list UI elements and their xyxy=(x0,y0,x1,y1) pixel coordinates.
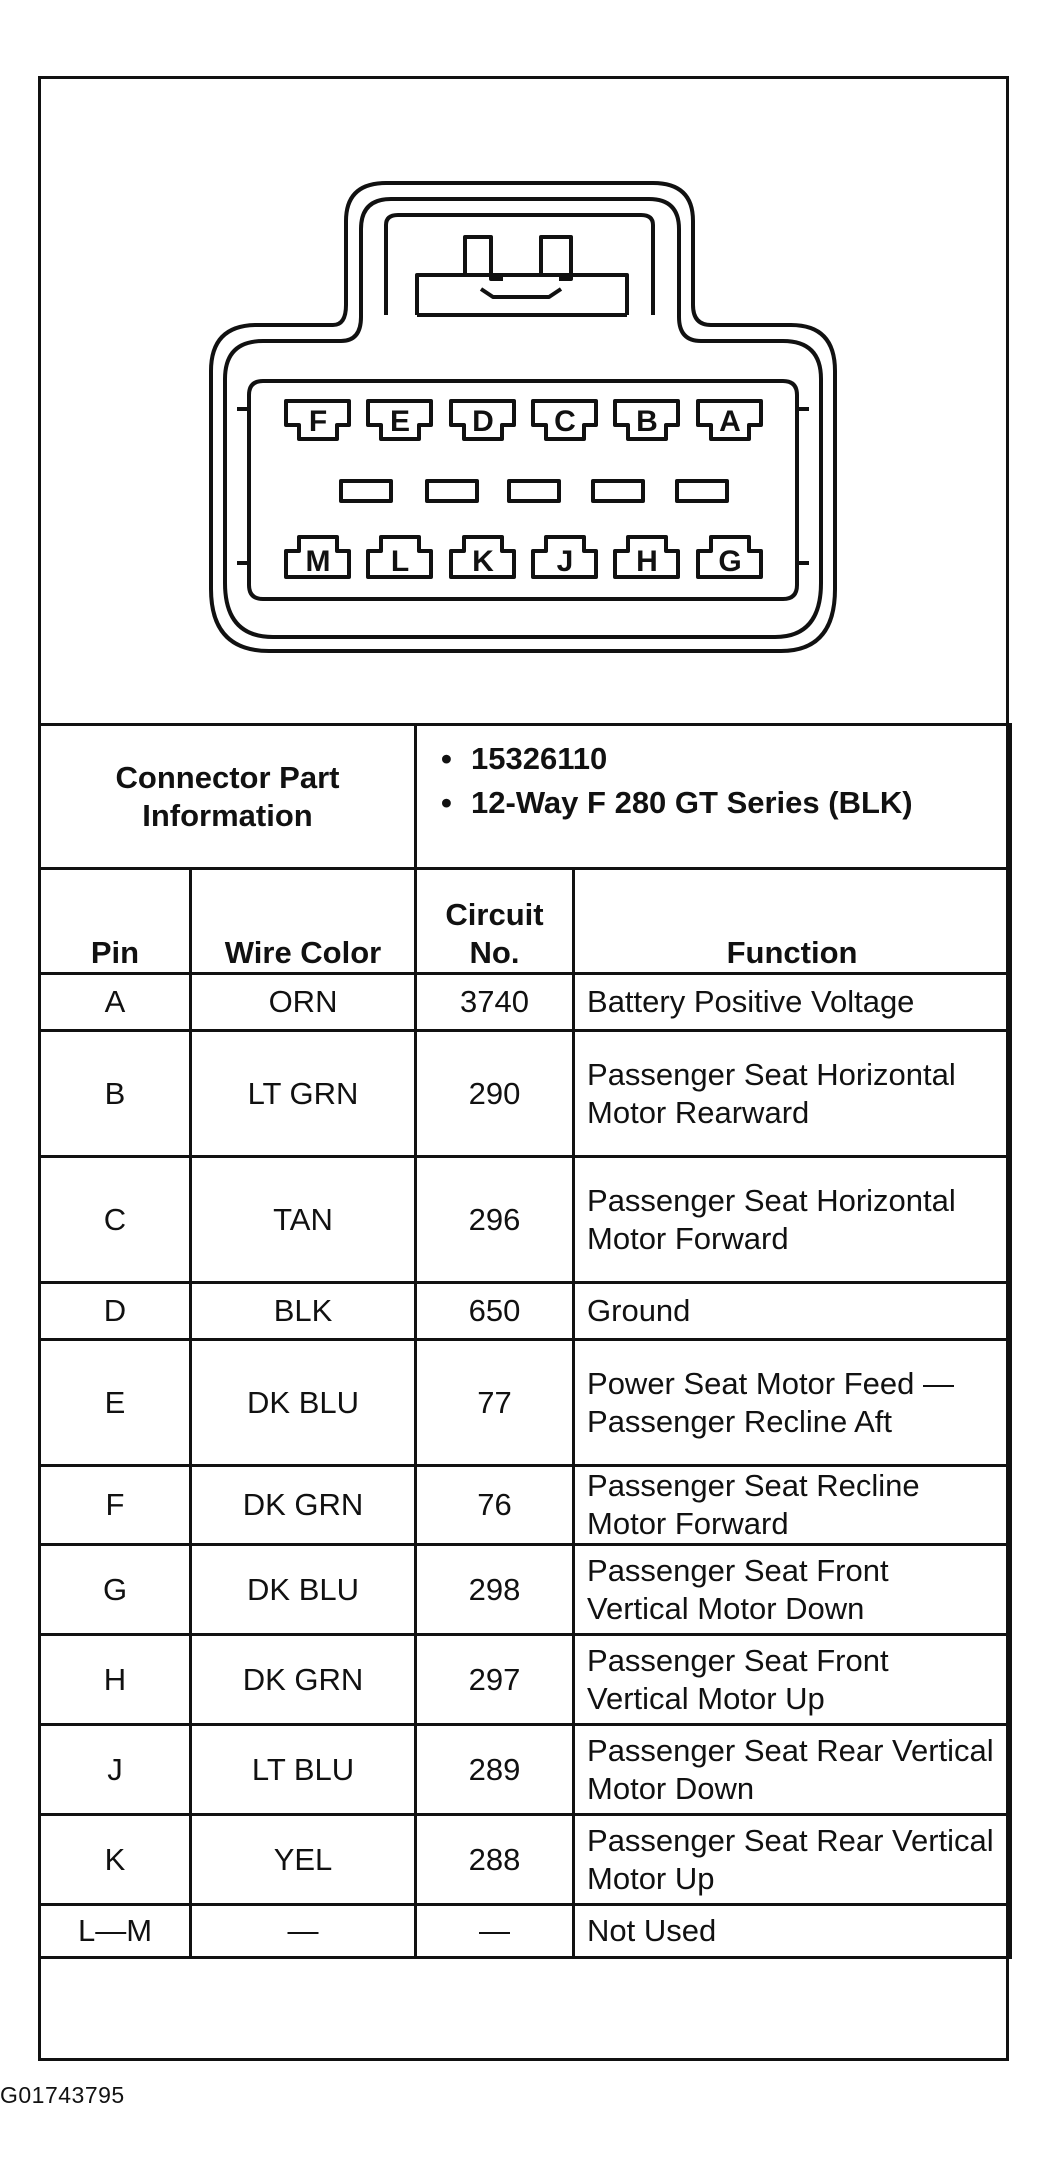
cell-wire-color: — xyxy=(191,1905,416,1958)
cell-pin: H xyxy=(40,1635,191,1725)
cell-pin: E xyxy=(40,1340,191,1466)
pin-label-g: G xyxy=(718,545,742,578)
cell-circuit: 650 xyxy=(416,1283,574,1340)
latch-finger-right xyxy=(541,237,571,279)
cell-function: Passenger Seat Horizontal Motor Forward xyxy=(574,1157,1011,1283)
table-row xyxy=(40,1725,1011,1815)
cell-pin: L—M xyxy=(40,1905,191,1958)
cell-function: Passenger Seat Horizontal Motor Rearward xyxy=(574,1031,1011,1157)
cell-wire-color: LT BLU xyxy=(191,1725,416,1815)
pin-label-b: B xyxy=(636,405,658,438)
pin-table xyxy=(38,723,1012,1959)
pin-label-c: C xyxy=(554,405,576,438)
table-row xyxy=(40,1635,1011,1725)
cell-function: Battery Positive Voltage xyxy=(574,974,1011,1031)
part-number: • 15326110 xyxy=(441,740,997,778)
part-info-row xyxy=(40,725,1011,869)
table-row xyxy=(40,1031,1011,1157)
header-circuit: Circuit No. xyxy=(416,869,574,974)
cell-circuit: 3740 xyxy=(416,974,574,1031)
header-wire-color: Wire Color xyxy=(191,869,416,974)
pin-label-d: D xyxy=(472,405,494,438)
pin-label-l: L xyxy=(390,545,410,578)
cell-circuit: 296 xyxy=(416,1157,574,1283)
table-row xyxy=(40,1905,1011,1958)
cell-wire-color: DK BLU xyxy=(191,1340,416,1466)
cell-pin: C xyxy=(40,1157,191,1283)
cell-pin: B xyxy=(40,1031,191,1157)
header-pin: Pin xyxy=(40,869,191,974)
pin-label-k: K xyxy=(472,545,494,578)
cell-circuit: 298 xyxy=(416,1545,574,1635)
pin-label-f: F xyxy=(308,405,328,438)
cavity-frame xyxy=(249,381,797,599)
cell-wire-color: DK GRN xyxy=(191,1635,416,1725)
part-info-label: Connector Part Information xyxy=(40,725,416,869)
table-row xyxy=(40,1340,1011,1466)
cell-circuit: 76 xyxy=(416,1466,574,1545)
cell-wire-color: DK GRN xyxy=(191,1466,416,1545)
table-row xyxy=(40,1466,1011,1545)
cell-function: Passenger Seat Front Vertical Motor Down xyxy=(574,1545,1011,1635)
part-series: • 12-Way F 280 GT Series (BLK) xyxy=(441,784,997,822)
part-info-list xyxy=(416,725,1011,869)
figure-code: G01743795 xyxy=(0,2082,125,2108)
cell-wire-color: ORN xyxy=(191,974,416,1031)
table-row xyxy=(40,1815,1011,1905)
cell-wire-color: BLK xyxy=(191,1283,416,1340)
cell-circuit: 288 xyxy=(416,1815,574,1905)
connector-diagram xyxy=(41,79,1006,726)
table-row xyxy=(40,974,1011,1031)
cell-pin: A xyxy=(40,974,191,1031)
cell-function: Power Seat Motor Feed — Passenger Recline Aft xyxy=(574,1340,1011,1466)
column-header-row xyxy=(40,869,1011,974)
cell-function: Ground xyxy=(574,1283,1011,1340)
housing-outline xyxy=(211,183,835,651)
cell-function: Passenger Seat Front Vertical Motor Up xyxy=(574,1635,1011,1725)
cell-function: Passenger Seat Recline Motor Forward xyxy=(574,1466,1011,1545)
connector-face-drawing xyxy=(41,79,1006,726)
cell-circuit: 290 xyxy=(416,1031,574,1157)
cell-pin: K xyxy=(40,1815,191,1905)
cell-circuit: 289 xyxy=(416,1725,574,1815)
header-function: Function xyxy=(574,869,1011,974)
pin-label-e: E xyxy=(389,405,411,438)
cell-circuit: 297 xyxy=(416,1635,574,1725)
cell-wire-color: YEL xyxy=(191,1815,416,1905)
table-row xyxy=(40,1545,1011,1635)
connector-sheet xyxy=(38,76,1009,2061)
latch-outline xyxy=(386,215,653,315)
cell-wire-color: TAN xyxy=(191,1157,416,1283)
pin-label-m: M xyxy=(305,545,331,578)
cell-pin: J xyxy=(40,1725,191,1815)
cell-circuit: 77 xyxy=(416,1340,574,1466)
table-row xyxy=(40,1283,1011,1340)
cell-pin: G xyxy=(40,1545,191,1635)
cell-pin: D xyxy=(40,1283,191,1340)
pin-label-j: J xyxy=(556,545,574,578)
cell-wire-color: LT GRN xyxy=(191,1031,416,1157)
cell-circuit: — xyxy=(416,1905,574,1958)
pin-label-h: H xyxy=(636,545,658,578)
cell-function: Not Used xyxy=(574,1905,1011,1958)
pin-label-a: A xyxy=(719,405,741,438)
cell-function: Passenger Seat Rear Vertical Motor Up xyxy=(574,1815,1011,1905)
latch-finger-left xyxy=(465,237,503,279)
cell-function: Passenger Seat Rear Vertical Motor Down xyxy=(574,1725,1011,1815)
cell-wire-color: DK BLU xyxy=(191,1545,416,1635)
table-row xyxy=(40,1157,1011,1283)
cell-pin: F xyxy=(40,1466,191,1545)
